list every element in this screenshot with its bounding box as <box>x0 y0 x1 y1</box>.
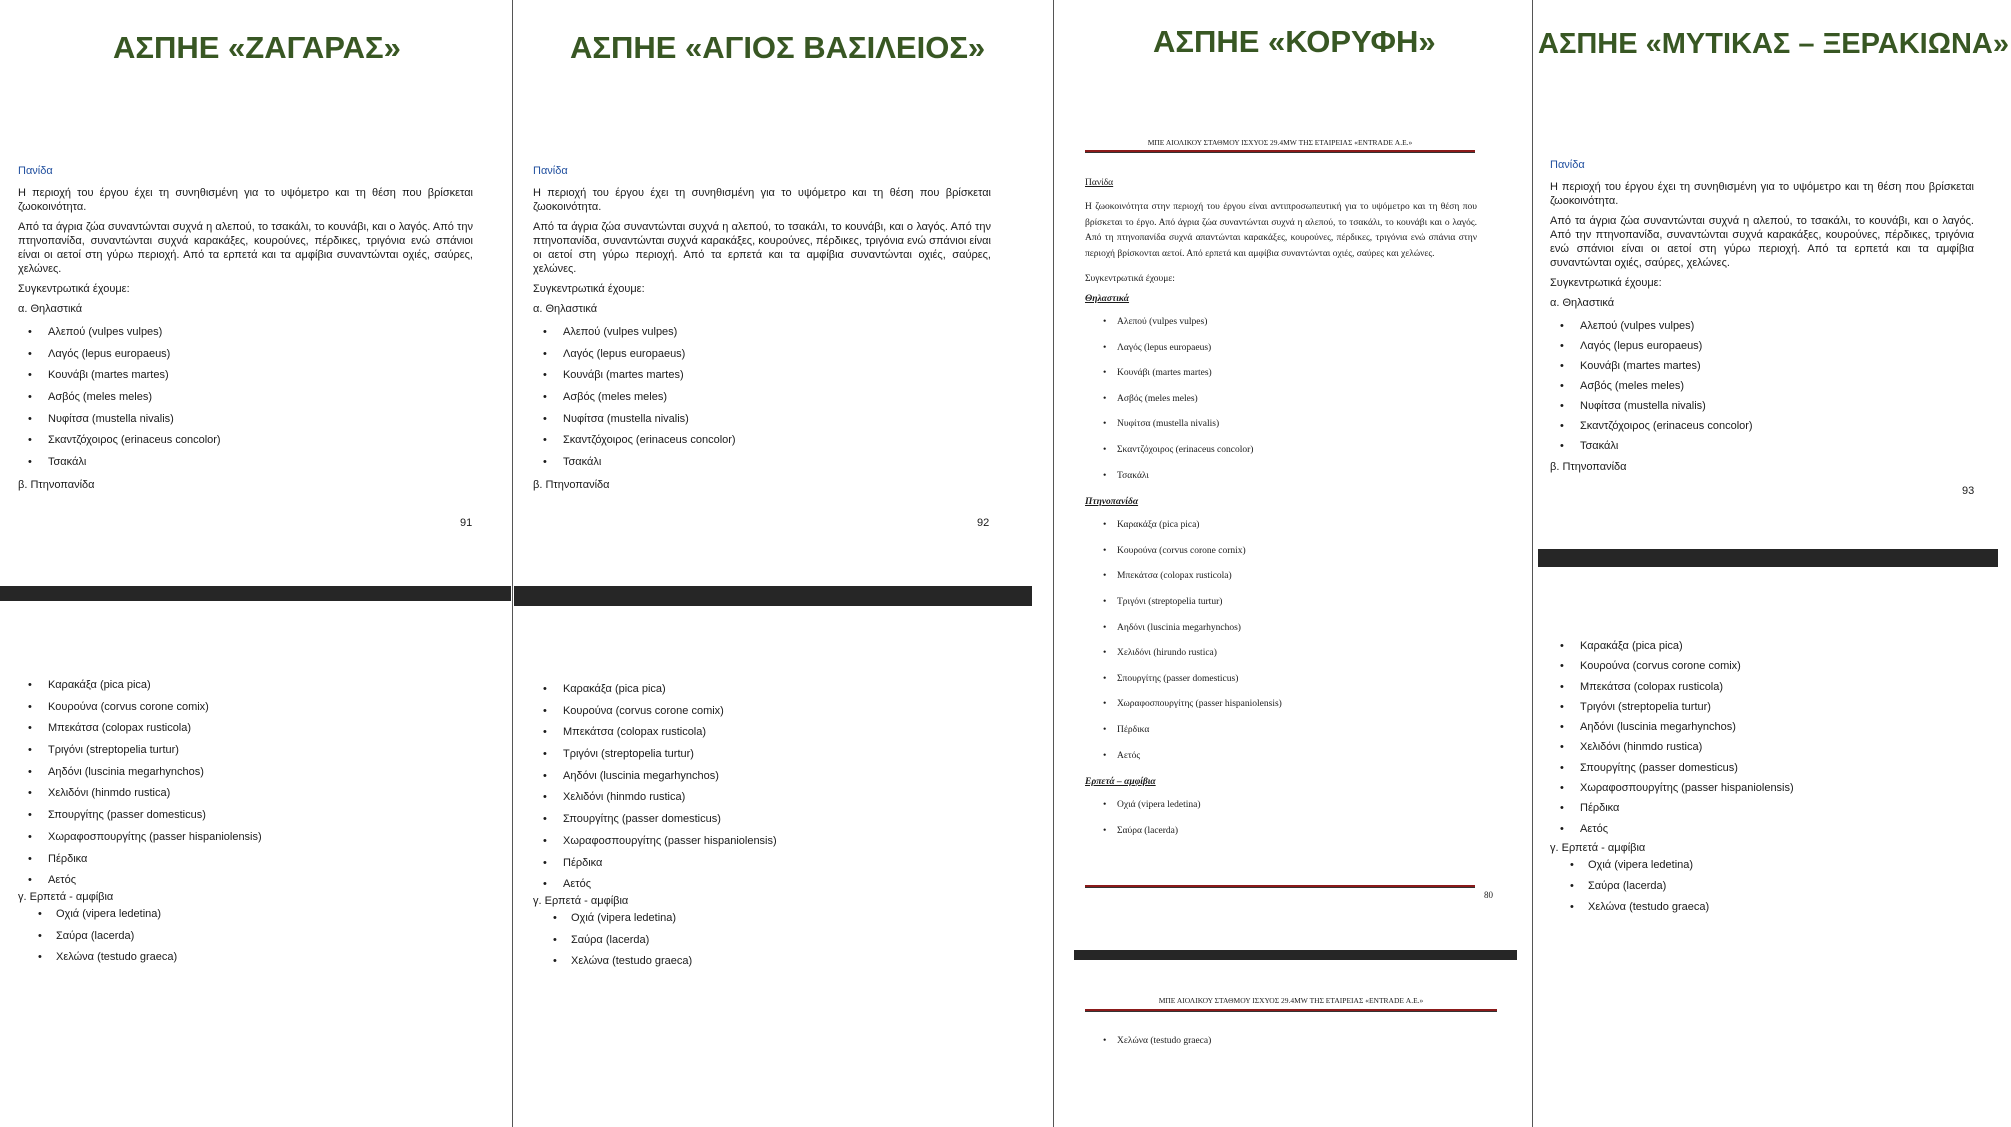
mammals-list <box>18 322 473 474</box>
list-item: • Χελιδόνι (hirundo rustica) <box>1085 641 1477 667</box>
list-item: • Καρακάξα (pica pica) <box>18 675 473 697</box>
list-item: • Αλεπού (vulpes vulpes) <box>533 322 991 344</box>
list-item: • Μπεκάτσα (colopax rusticola) <box>1550 677 1974 697</box>
list-item: • Αλεπού (vulpes vulpes) <box>18 322 473 344</box>
list-item: • Σαύρα (lacerda) <box>1085 819 1477 845</box>
header-rule <box>1085 1009 1497 1012</box>
list-item: • Χελώνα (testudo graeca) <box>1085 1029 1477 1055</box>
list-item: • Σπουργίτης (passer domesticus) <box>1550 758 1974 778</box>
list-item: • Τριγόνι (streptopelia turtur) <box>1550 697 1974 717</box>
fauna-section-mytikas: Πανίδα Η περιοχή του έργου έχει τη συνηθισμένη για το υψόμετρο και τη θέση που βρίσκεται ζωοκοινότητα. Από τα άγρια ζώα συναντώνται συχνά η αλεπού, το τσακάλι, το κουνάβι, και ο λαγός. Από την πτηνοπανίδα, συναντώνται συχνά καρακάξες, κουρούνες, πέρδικες, τριγόνια ενώ σπάνιοι είναι οι αετοί στη γύρω περιοχή. Από τα ερπετά και τα αμφίβια συναντώνται οχιές, σαύρες, χελώνες. Συγκεντρωτικά έχουμε: α. Θηλαστικά • Αλεπού (vulpes vulpes) • Λαγός (lepus europaeus) • Κουνάβι (martes martes) • Ασβός (meles meles) • Νυφίτσα (mustella nivalis) • Σκαντζόχοιρος (erinaceus concolor) • Τσακάλι β. Πτηνοπανίδα <box>1550 158 1974 480</box>
footer-rule <box>1085 885 1475 888</box>
list-item: • Πέρδικα <box>18 849 473 871</box>
list-item: • Νυφίτσα (mustella nivalis) <box>18 409 473 431</box>
list-item: • Μπεκάτσα (colopax rusticola) <box>1085 564 1477 590</box>
list-item: • Αηδόνι (luscinia megarhynchos) <box>1550 717 1974 737</box>
list-item: • Ασβός (meles meles) <box>18 387 473 409</box>
fauna-continued-mytikas: • Καρακάξα (pica pica) • Κουρούνα (corvus corone comix) • Μπεκάτσα (colopax rusticola) • Τριγόνι (streptopelia turtur) • Αηδόνι (luscinia megarhynchos) • Χελιδόνι (hinmdo rustica) • Σπουργίτης (passer domesticus) • Χωραφοσπουργίτης (passer hispaniolensis) • Πέρδικα • Αετός γ. Ερπετά - αμφίβια • Οχιά (vipera ledetina) • Σαύρα (lacerda) • Χελώνα (testudo graeca) <box>1550 636 1974 918</box>
list-item: • Ασβός (meles meles) <box>1550 376 1974 396</box>
fauna-continued-agios-vasileios: • Καρακάξα (pica pica) • Κουρούνα (corvus corone comix) • Μπεκάτσα (colopax rusticola) • Τριγόνι (streptopelia turtur) • Αηδόνι (luscinia megarhynchos) • Χελιδόνι (hinmdo rustica) • Σπουργίτης (passer domesticus) • Χωραφοσπουργίτης (passer hispaniolensis) • Πέρδικα • Αετός γ. Ερπετά - αμφίβια • Οχιά (vipera ledetina) • Σαύρα (lacerda) • Χελώνα (testudo graeca) <box>533 679 991 973</box>
birds-list <box>1085 513 1477 769</box>
list-item: • Κουνάβι (martes martes) <box>1085 361 1477 387</box>
list-item: • Τσακάλι <box>533 452 991 474</box>
list-item: • Σαύρα (lacerda) <box>1550 876 1974 897</box>
list-item: • Νυφίτσα (mustella nivalis) <box>1085 412 1477 438</box>
list-item: • Σκαντζόχοιρος (erinaceus concolor) <box>18 430 473 452</box>
reptiles-list <box>533 908 991 973</box>
page-break-bar <box>514 586 1032 606</box>
list-item: • Χελώνα (testudo graeca) <box>1550 897 1974 918</box>
list-item: • Κουρούνα (corvus corone comix) <box>1550 656 1974 676</box>
list-item: • Χελιδόνι (hinmdo rustica) <box>1550 737 1974 757</box>
page-break-bar <box>0 586 511 601</box>
list-item: • Τριγόνι (streptopelia turtur) <box>533 744 991 766</box>
header-rule <box>1085 150 1475 153</box>
list-item: • Χελιδόνι (hinmdo rustica) <box>533 787 991 809</box>
page-title-agios-vasileios: ΑΣΠΗΕ «ΑΓΙΟΣ ΒΑΣΙΛΕΙΟΣ» <box>570 30 986 65</box>
birds-list <box>1550 636 1974 839</box>
list-item: • Αηδόνι (luscinia megarhynchos) <box>18 762 473 784</box>
list-item: • Σπουργίτης (passer domesticus) <box>18 805 473 827</box>
page-number: 91 <box>460 517 473 529</box>
list-item: • Οχιά (vipera ledetina) <box>18 904 473 926</box>
list-item: • Καρακάξα (pica pica) <box>1550 636 1974 656</box>
list-item: • Πέρδικα <box>1085 718 1477 744</box>
list-item: • Λαγός (lepus europaeus) <box>1550 336 1974 356</box>
page-number: 80 <box>1484 890 1493 900</box>
list-item: • Τριγόνι (streptopelia turtur) <box>18 740 473 762</box>
list-item: • Λαγός (lepus europaeus) <box>18 344 473 366</box>
birds-list <box>18 675 473 892</box>
list-item: • Κουρούνα (corvus corone comix) <box>533 701 991 723</box>
list-item: • Κουνάβι (martes martes) <box>1550 356 1974 376</box>
list-item: • Σκαντζόχοιρος (erinaceus concolor) <box>1085 438 1477 464</box>
list-item: • Χωραφοσπουργίτης (passer hispaniolensis) <box>1550 778 1974 798</box>
fauna-continued-koryfi <box>1085 1029 1477 1055</box>
list-item: • Σαύρα (lacerda) <box>533 930 991 952</box>
fauna-continued-zagaras: • Καρακάξα (pica pica) • Κουρούνα (corvus corone comix) • Μπεκάτσα (colopax rusticola) • Τριγόνι (streptopelia turtur) • Αηδόνι (luscinia megarhynchos) • Χελιδόνι (hinmdo rustica) • Σπουργίτης (passer domesticus) • Χωραφοσπουργίτης (passer hispaniolensis) • Πέρδικα • Αετός γ. Ερπετά - αμφίβια • Οχιά (vipera ledetina) • Σαύρα (lacerda) • Χελώνα (testudo graeca) <box>18 675 473 969</box>
list-item: • Νυφίτσα (mustella nivalis) <box>533 409 991 431</box>
column-divider <box>1532 0 1533 1127</box>
list-item: • Αλεπού (vulpes vulpes) <box>1085 310 1477 336</box>
list-item: • Κουνάβι (martes martes) <box>18 365 473 387</box>
list-item: • Μπεκάτσα (colopax rusticola) <box>18 718 473 740</box>
list-item: • Τριγόνι (streptopelia turtur) <box>1085 590 1477 616</box>
list-item: • Κουρούνα (corvus corone cornix) <box>1085 539 1477 565</box>
column-divider <box>1053 0 1054 1127</box>
document-header: ΜΠΕ ΑΙΟΛΙΚΟΥ ΣΤΑΘΜΟΥ ΙΣΧΥΟΣ 29.4MW ΤΗΣ ΕΤΑΙΡΕΙΑΣ «ENTRADE Α.Ε.» <box>1147 138 1413 147</box>
list-item: • Ασβός (meles meles) <box>533 387 991 409</box>
fauna-section-agios-vasileios: Πανίδα Η περιοχή του έργου έχει τη συνηθισμένη για το υψόμετρο και τη θέση που βρίσκεται ζωοκοινότητα. Από τα άγρια ζώα συναντώνται συχνά η αλεπού, το τσακάλι, το κουνάβι, και ο λαγός. Από την πτηνοπανίδα, συναντώνται συχνά καρακάξες, κουρούνες, πέρδικες, τριγόνια ενώ σπάνιοι είναι οι αετοί στη γύρω περιοχή. Από τα ερπετά και τα αμφίβια συναντώνται οχιές, σαύρες, χελώνες. Συγκεντρωτικά έχουμε: α. Θηλαστικά • Αλεπού (vulpes vulpes) • Λαγός (lepus europaeus) • Κουνάβι (martes martes) • Ασβός (meles meles) • Νυφίτσα (mustella nivalis) • Σκαντζόχοιρος (erinaceus concolor) • Τσακάλι β. Πτηνοπανίδα <box>533 164 991 498</box>
document-header: ΜΠΕ ΑΙΟΛΙΚΟΥ ΣΤΑΘΜΟΥ ΙΣΧΥΟΣ 29.4MW ΤΗΣ ΕΤΑΙΡΕΙΑΣ «ENTRADE Α.Ε.» <box>1158 996 1424 1005</box>
list-item: • Νυφίτσα (mustella nivalis) <box>1550 396 1974 416</box>
list-item: • Αετός <box>18 870 473 892</box>
list-item: • Πέρδικα <box>533 853 991 875</box>
list-item: • Χωραφοσπουργίτης (passer hispaniolensis) <box>533 831 991 853</box>
list-item: • Σαύρα (lacerda) <box>18 926 473 948</box>
list-item: • Λαγός (lepus europaeus) <box>1085 336 1477 362</box>
birds-list <box>533 679 991 896</box>
reptiles-list <box>1550 855 1974 918</box>
list-item: • Μπεκάτσα (colopax rusticola) <box>533 722 991 744</box>
list-item: • Οχιά (vipera ledetina) <box>533 908 991 930</box>
list-item: • Χελιδόνι (hinmdo rustica) <box>18 783 473 805</box>
list-item: • Κουνάβι (martes martes) <box>533 365 991 387</box>
list-item: • Οχιά (vipera ledetina) <box>1550 855 1974 876</box>
list-item: • Τσακάλι <box>18 452 473 474</box>
list-item: • Αετός <box>1550 819 1974 839</box>
page-number: 92 <box>977 517 990 529</box>
list-item: • Αετός <box>533 874 991 896</box>
list-item: • Πέρδικα <box>1550 798 1974 818</box>
list-item: • Χωραφοσπουργίτης (passer hispaniolensis) <box>1085 692 1477 718</box>
list-item: • Σκαντζόχοιρος (erinaceus concolor) <box>533 430 991 452</box>
list-item: • Χελώνα (testudo graeca) <box>533 951 991 973</box>
list-item: • Οχιά (vipera ledetina) <box>1085 793 1477 819</box>
mammals-list <box>533 322 991 474</box>
list-item: • Σπουργίτης (passer domesticus) <box>533 809 991 831</box>
fauna-section-koryfi: Πανίδα Η ζωοκοινότητα στην περιοχή του έργου είναι αντιπροσωπευτική για το υψόμετρο και τη θέση που βρίσκεται το έργο. Από άγρια ζώα συναντώνται συχνά η αλεπού, το τσακάλι, το κουνάβι και ο λαγός. Από τη πτηνοπανίδα συχνά απαντώνται καρακάξες, κουρούνες, πέρδικες, τριγόνια ενώ σπάνια στην περιοχή βρίσκονται αετοί. Από ερπετά και αμφίβια συναντώνται οχιές, σαύρες και χελώνες. Συγκεντρωτικά έχουμε: Θηλαστικά • Αλεπού (vulpes vulpes) • Λαγός (lepus europaeus) • Κουνάβι (martes martes) • Ασβός (meles meles) • Νυφίτσα (mustella nivalis) • Σκαντζόχοιρος (erinaceus concolor) • Τσακάλι Πτηνοπανίδα • Καρακάξα (pica pica) • Κουρούνα (corvus corone cornix) • Μπεκάτσα (colopax rusticola) • Τριγόνι (streptopelia turtur) • Αηδόνι (luscinia megarhynchos) • Χελιδόνι (hirundo rustica) • Σπουργίτης (passer domesticus) • Χωραφοσπουργίτης (passer hispaniolensis) • Πέρδικα • Αετός Ερπετά – αμφίβια • Οχιά (vipera ledetina) • Σαύρα (lacerda) <box>1085 176 1477 844</box>
page-break-bar <box>1074 950 1517 960</box>
list-item: • Λαγός (lepus europaeus) <box>533 344 991 366</box>
list-item: • Καρακάξα (pica pica) <box>1085 513 1477 539</box>
page-title-zagaras: ΑΣΠΗΕ «ΖΑΓΑΡΑΣ» <box>113 30 401 65</box>
list-item: • Σκαντζόχοιρος (erinaceus concolor) <box>1550 416 1974 436</box>
list-item: • Σπουργίτης (passer domesticus) <box>1085 667 1477 693</box>
list-item: • Καρακάξα (pica pica) <box>533 679 991 701</box>
list-item: • Αετός <box>1085 744 1477 770</box>
mammals-list <box>1085 310 1477 489</box>
column-divider <box>512 0 513 1127</box>
list-item: • Χελώνα (testudo graeca) <box>18 947 473 969</box>
list-item: • Αηδόνι (luscinia megarhynchos) <box>533 766 991 788</box>
list-item: • Τσακάλι <box>1550 436 1974 456</box>
list-item: • Αηδόνι (luscinia megarhynchos) <box>1085 616 1477 642</box>
reptiles-list <box>1085 793 1477 844</box>
list-item: • Κουρούνα (corvus corone comix) <box>18 697 473 719</box>
page-title-koryfi: ΑΣΠΗΕ «ΚΟΡΥΦΗ» <box>1153 24 1436 59</box>
page-break-bar <box>1538 549 1998 567</box>
reptiles-list <box>18 904 473 969</box>
list-item: • Ασβός (meles meles) <box>1085 387 1477 413</box>
page-number: 93 <box>1962 485 1975 497</box>
list-item: • Τσακάλι <box>1085 464 1477 490</box>
fauna-section-zagaras: Πανίδα Η περιοχή του έργου έχει τη συνηθισμένη για το υψόμετρο και τη θέση που βρίσκεται ζωοκοινότητα. Από τα άγρια ζώα συναντώνται συχνά η αλεπού, το τσακάλι, το κουνάβι, και ο λαγός. Από την πτηνοπανίδα, συναντώνται συχνά καρακάξες, κουρούνες, πέρδικες, τριγόνια ενώ σπάνιοι είναι οι αετοί στη γύρω περιοχή. Από τα ερπετά και τα αμφίβια συναντώνται οχιές, σαύρες, χελώνες. Συγκεντρωτικά έχουμε: α. Θηλαστικά • Αλεπού (vulpes vulpes) • Λαγός (lepus europaeus) • Κουνάβι (martes martes) • Ασβός (meles meles) • Νυφίτσα (mustella nivalis) • Σκαντζόχοιρος (erinaceus concolor) • Τσακάλι β. Πτηνοπανίδα <box>18 164 473 498</box>
list-item: • Χωραφοσπουργίτης (passer hispaniolensis) <box>18 827 473 849</box>
mammals-list <box>1550 316 1974 456</box>
list-item: • Αλεπού (vulpes vulpes) <box>1550 316 1974 336</box>
page-title-mytikas-xerakiona: ΑΣΠΗΕ «ΜΥΤΙΚΑΣ – ΞΕΡΑΚΙΩΝΑ» <box>1538 28 2009 60</box>
